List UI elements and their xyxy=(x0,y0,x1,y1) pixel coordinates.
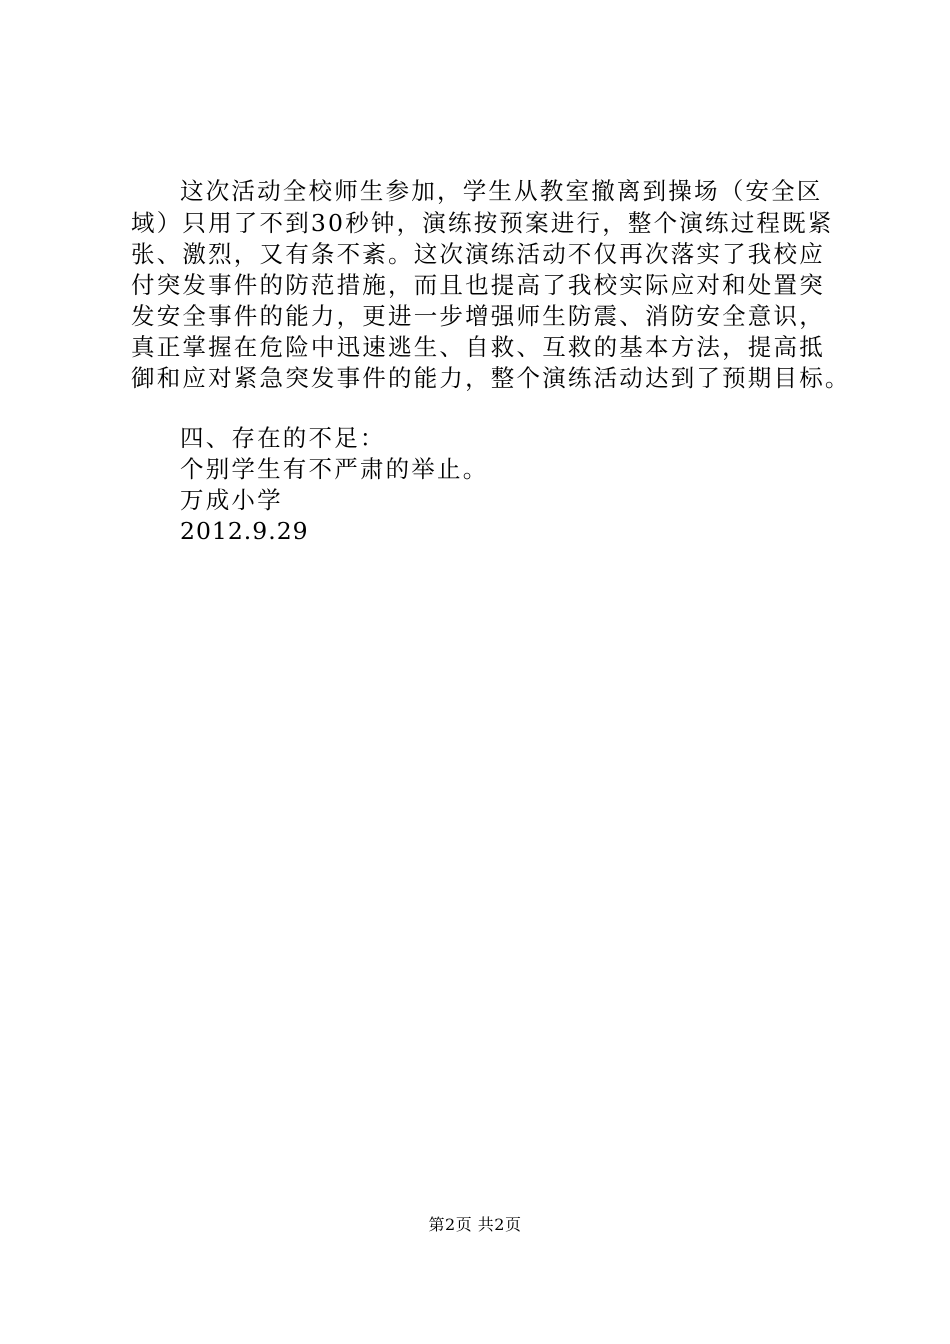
paragraph-line-5: 发安全事件的能力，更进一步增强师生防震、消防安全意识， xyxy=(131,302,825,330)
paragraph-line-7: 御和应对紧急突发事件的能力，整个演练活动达到了预期目标。 xyxy=(131,364,851,392)
school-name: 万成小学 xyxy=(180,486,283,514)
page-footer: 第2页 共2页 xyxy=(428,1215,522,1234)
section-heading: 四、存在的不足： xyxy=(180,424,386,452)
paragraph-line-4: 付突发事件的防范措施，而且也提高了我校实际应对和处置突 xyxy=(131,271,825,299)
document-date: 2012.9.29 xyxy=(180,517,309,545)
paragraph-line-1: 这次活动全校师生参加，学生从教室撤离到操场（安全区 xyxy=(180,177,823,205)
paragraph-line-6: 真正掌握在危险中迅速逃生、自救、互救的基本方法，提高抵 xyxy=(131,333,825,361)
deficiency-text: 个别学生有不严肃的举止。 xyxy=(180,455,489,483)
paragraph-line-3: 张、激烈，又有条不紊。这次演练活动不仅再次落实了我校应 xyxy=(131,240,825,268)
paragraph-line-2: 域）只用了不到30秒钟，演练按预案进行，整个演练过程既紧 xyxy=(131,209,834,237)
